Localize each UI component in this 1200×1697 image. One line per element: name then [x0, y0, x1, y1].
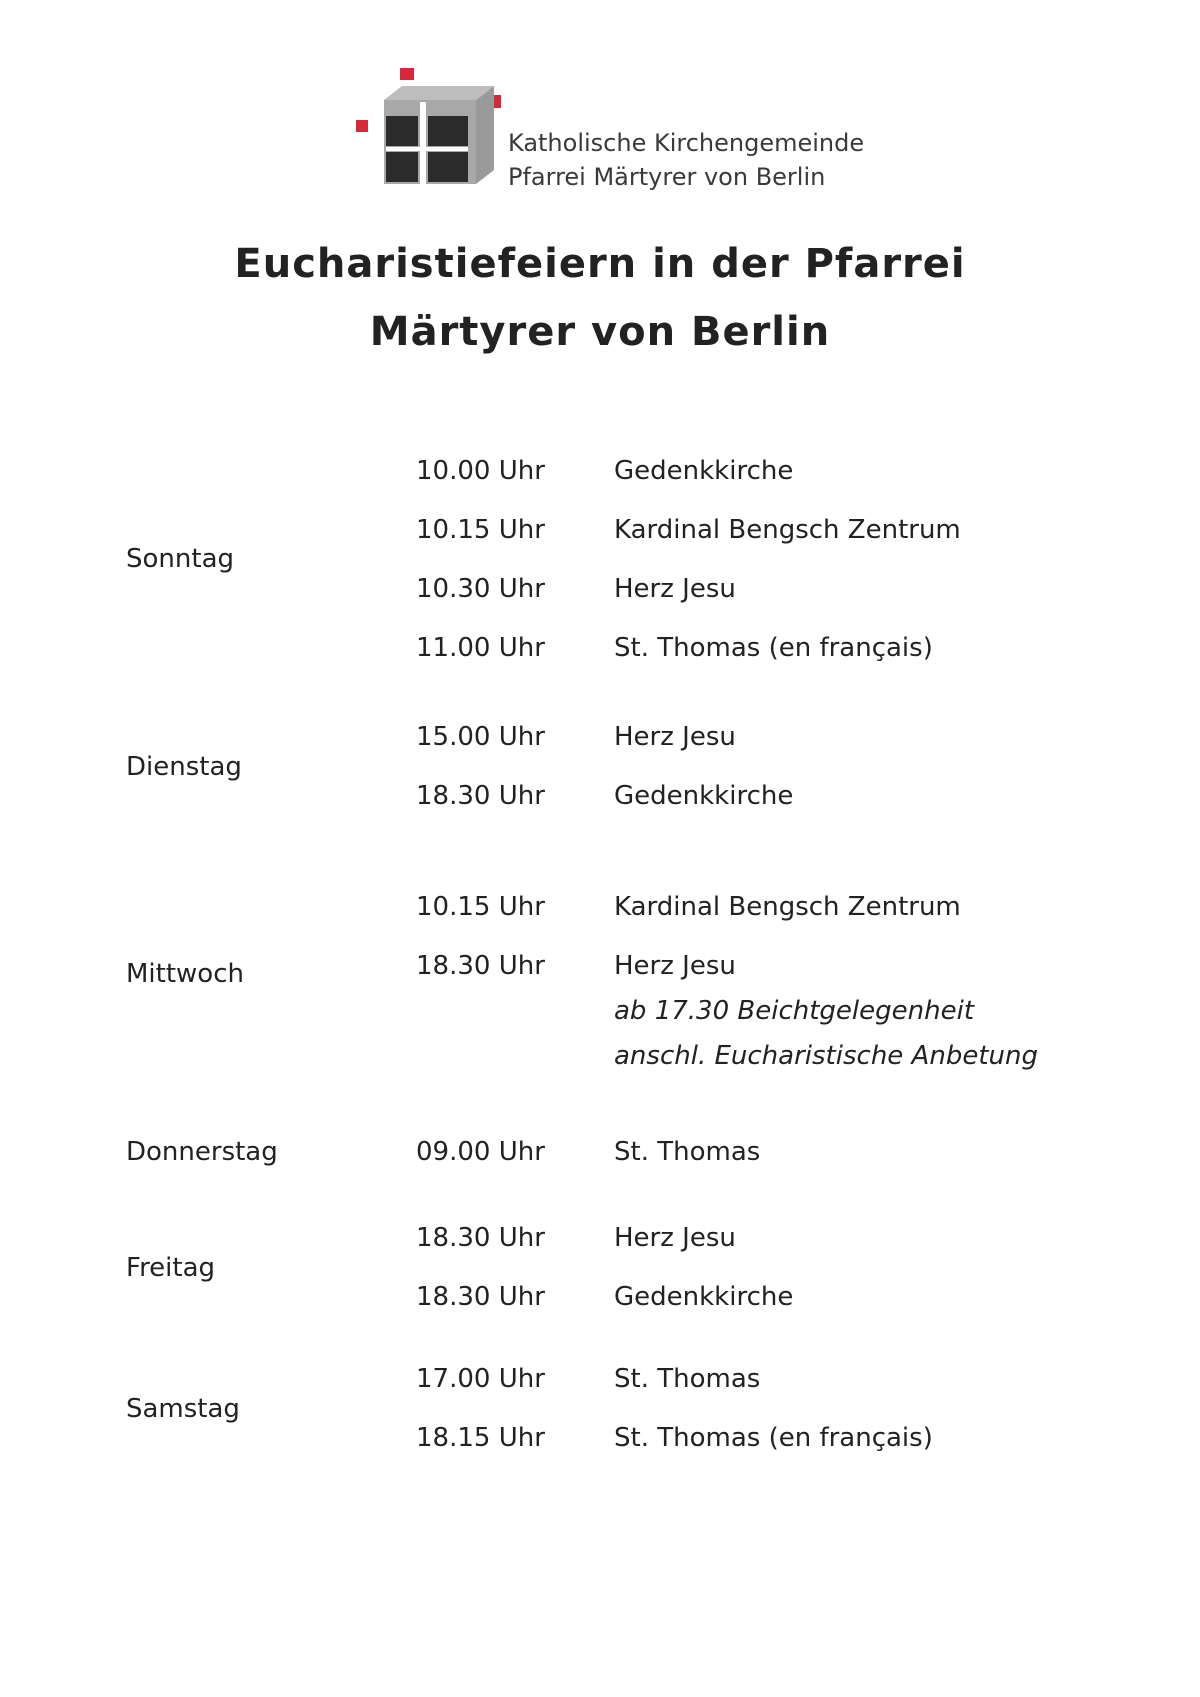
- service-place: St. Thomas: [614, 1364, 761, 1394]
- service-time: 18.30 Uhr: [416, 1223, 545, 1253]
- day-wednesday: Mittwoch: [126, 959, 244, 989]
- service-time: 10.00 Uhr: [416, 456, 545, 486]
- service-time: 09.00 Uhr: [416, 1137, 545, 1167]
- service-note: anschl. Eucharistische Anbetung: [614, 1041, 1038, 1071]
- day-thursday: Donnerstag: [126, 1137, 278, 1167]
- service-place: Herz Jesu: [614, 574, 736, 604]
- service-time: 18.30 Uhr: [416, 951, 545, 981]
- service-time: 15.00 Uhr: [416, 722, 545, 752]
- service-place: Kardinal Bengsch Zentrum: [614, 892, 961, 922]
- service-time: 10.30 Uhr: [416, 574, 545, 604]
- service-time: 10.15 Uhr: [416, 892, 545, 922]
- service-place: St. Thomas (en français): [614, 1423, 933, 1453]
- page-title-line-1: Eucharistiefeiern in der Pfarrei: [234, 241, 966, 287]
- service-time: 17.00 Uhr: [416, 1364, 545, 1394]
- org-line-2: Pfarrei Märtyrer von Berlin: [508, 163, 826, 191]
- service-time: 10.15 Uhr: [416, 515, 545, 545]
- service-place: Herz Jesu: [614, 722, 736, 752]
- service-place: Gedenkkirche: [614, 1282, 794, 1312]
- service-place: St. Thomas (en français): [614, 633, 933, 663]
- service-place: Gedenkkirche: [614, 456, 794, 486]
- day-friday: Freitag: [126, 1253, 216, 1283]
- day-tuesday: Dienstag: [126, 752, 242, 782]
- day-saturday: Samstag: [126, 1394, 240, 1424]
- service-place: St. Thomas: [614, 1137, 761, 1167]
- service-place: Herz Jesu: [614, 1223, 736, 1253]
- org-line-1: Katholische Kirchengemeinde: [508, 129, 865, 157]
- page-title-line-2: Märtyrer von Berlin: [369, 309, 831, 355]
- service-time: 18.15 Uhr: [416, 1423, 545, 1453]
- service-time: 18.30 Uhr: [416, 1282, 545, 1312]
- service-time: 11.00 Uhr: [416, 633, 545, 663]
- service-time: 18.30 Uhr: [416, 781, 545, 811]
- day-sunday: Sonntag: [126, 544, 234, 574]
- service-place: Kardinal Bengsch Zentrum: [614, 515, 961, 545]
- service-place: Herz Jesu: [614, 951, 736, 981]
- service-note: ab 17.30 Beichtgelegenheit: [614, 996, 975, 1026]
- service-place: Gedenkkirche: [614, 781, 794, 811]
